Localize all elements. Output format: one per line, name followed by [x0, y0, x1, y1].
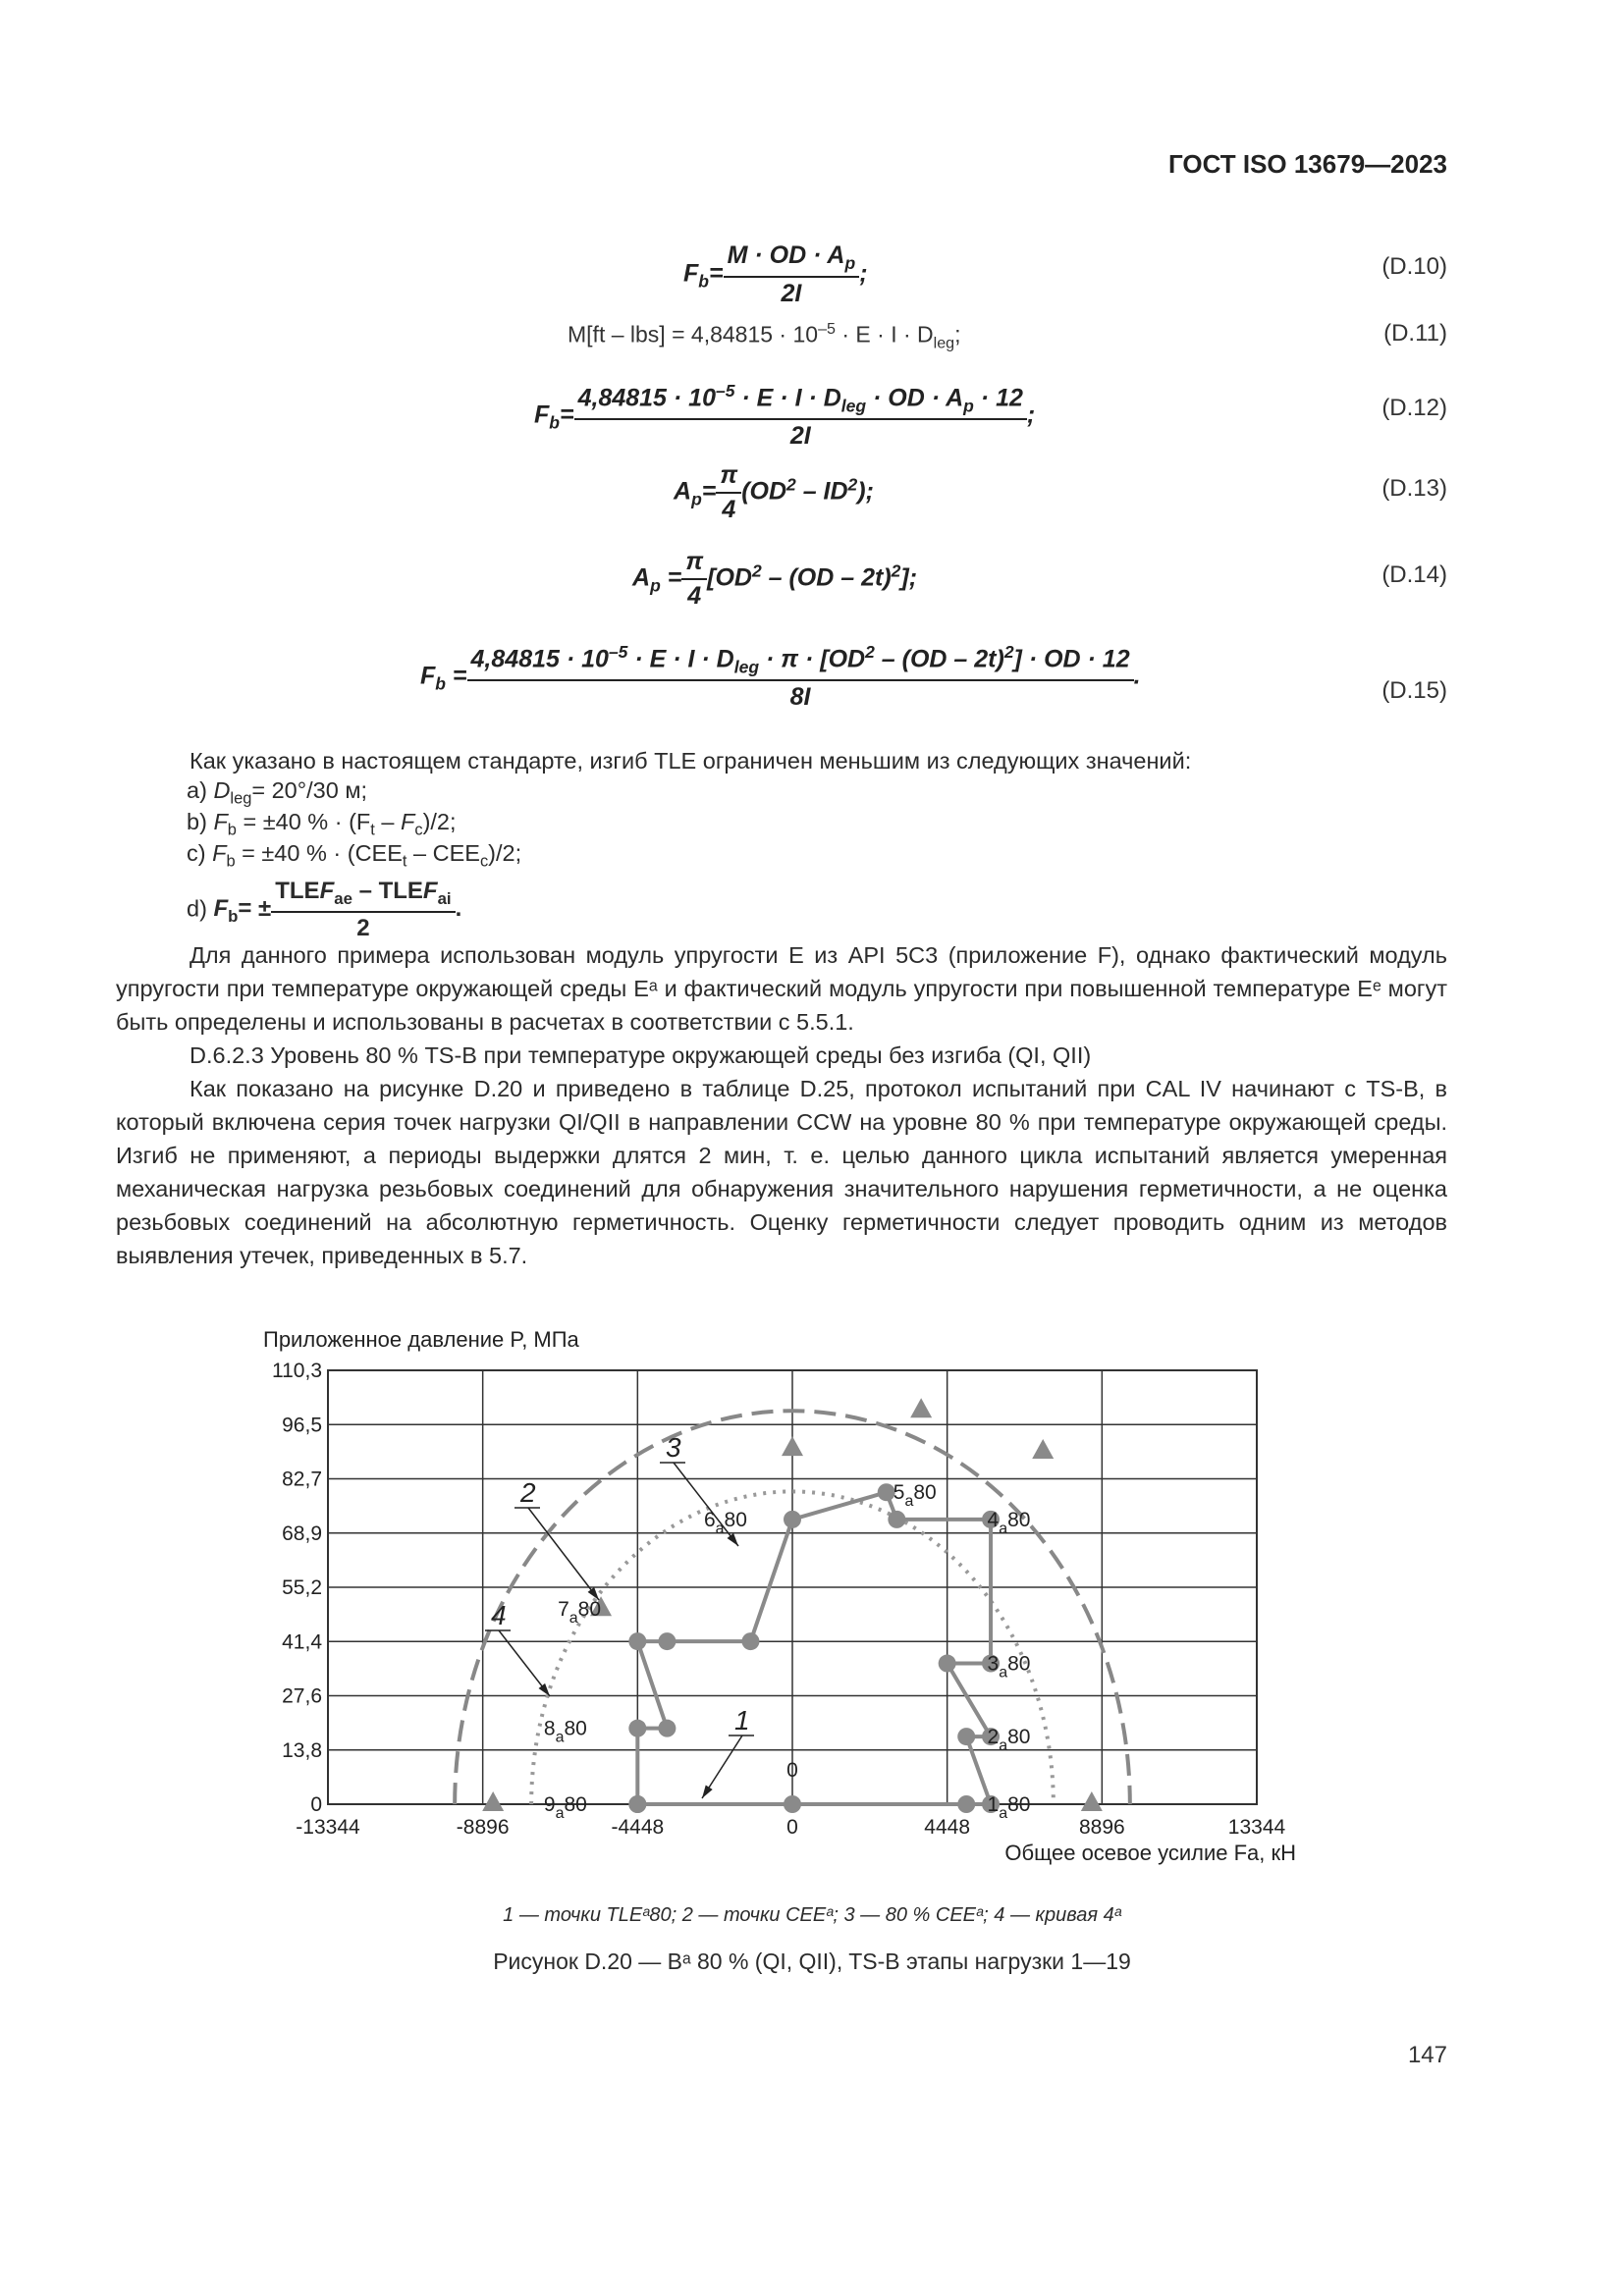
x-tick-label: 13344: [1227, 1816, 1286, 1839]
leader-arrowhead: [539, 1683, 550, 1696]
y-axis-label: Приложенное давление P, МПа: [263, 1327, 579, 1352]
tle-point: [939, 1655, 956, 1673]
equation-number: (D.11): [1383, 320, 1447, 347]
tle-point: [628, 1632, 646, 1650]
document-header: ГОСТ ISO 13679—2023: [1167, 149, 1447, 179]
x-tick-label: 8896: [1078, 1816, 1125, 1839]
list-item-a: a) $D_{leg}= 20^\circ/30$ м;: [187, 777, 368, 808]
y-tick-label: 41,4: [282, 1630, 322, 1654]
leader-arrowhead: [702, 1786, 713, 1798]
cee-point: [1081, 1791, 1103, 1811]
formula-d12: $F_b=$ $\frac{4,84815 \cdot 10^{-5} \cdot E \cdot I \cdot D_{leg} \cdot OD \cdot A_p \cdot 12}{2I}$ ;: [534, 381, 1036, 451]
tle-point: [658, 1720, 676, 1737]
tle-load-path: [637, 1492, 991, 1804]
formula-d10: $F_b=$ $\frac{M \cdot OD \cdot A_p}{2I}$ ;: [683, 241, 868, 307]
equation-number: (D.15): [1381, 677, 1447, 704]
equation-d12: [0, 381, 1624, 451]
load-step-label: $5_a80$: [893, 1481, 937, 1511]
equation-d13: [0, 461, 1624, 523]
load-step-label: $8_a80$: [543, 1717, 587, 1746]
tle-point: [784, 1511, 801, 1528]
equation-d11: [0, 320, 1624, 379]
figure-legend: 1 — точки TLEᵃ80; 2 — точки CEEᵃ; 3 — 80 % CEEᵃ; 4 — кривая 4ᵃ: [503, 1904, 1121, 1926]
tle-point: [888, 1511, 905, 1528]
leader-arrowhead: [728, 1533, 738, 1546]
equation-d10: [0, 241, 1624, 307]
tle-point: [628, 1795, 646, 1813]
tle-point: [784, 1795, 801, 1813]
figure-caption: Рисунок D.20 — Bᵃ 80 % (QI, QII), TS-B этапы нагрузки 1—19: [493, 1949, 1131, 1974]
tle-point: [741, 1632, 759, 1650]
formula-d15: $F_b$ = $4,84815 \cdot 10^{-5} \cdot E \cdot I \cdot D_{leg} \cdot \pi \cdot [OD^2 - (OD - 2t)^2]$ · OD · 12 8I .: [420, 642, 1141, 712]
chart-labels: [272, 1360, 1286, 1839]
equation-number: (D.13): [1381, 475, 1447, 502]
load-step-label: $6_a80$: [703, 1508, 747, 1537]
pressure-axial-load-chart: [0, 1315, 1624, 1865]
y-tick-label: 27,6: [282, 1684, 322, 1708]
cee-point: [782, 1436, 803, 1456]
y-tick-label: 110,3: [272, 1360, 322, 1382]
curve-label: 2: [520, 1477, 536, 1508]
y-tick-label: 68,9: [282, 1522, 322, 1545]
tle-point: [957, 1728, 975, 1745]
cee-point: [910, 1398, 932, 1417]
x-axis-label: Общее осевое усилие Fa, кН: [1004, 1841, 1296, 1865]
y-tick-label: 96,5: [282, 1414, 322, 1437]
load-step-label: $2_a80$: [987, 1726, 1031, 1755]
cee-point: [1032, 1439, 1054, 1459]
page-number: 147: [1407, 2042, 1447, 2068]
modulus-paragraph: Для данного примера использован модуль упругости E из API 5C3 (приложение F), однако фактический модуль упругости при температуре окружающей среды Eᵃ и фактический модуль упругости при повышенной температуре Eᵉ могут быть определены и использованы в расчетах в соответствии с 5.5.1.: [116, 942, 1447, 1035]
chart-grid: [328, 1370, 1257, 1804]
leader-line: [528, 1508, 599, 1600]
x-tick-label: 4448: [924, 1816, 971, 1839]
equation-d14: [0, 548, 1624, 610]
section-heading: D.6.2.3 Уровень 80 % TS-B при температуре окружающей среды без изгиба (QI, QII): [189, 1042, 1092, 1068]
load-step-label: $3_a80$: [987, 1652, 1031, 1682]
x-tick-label: -4448: [611, 1816, 665, 1839]
equation-d15: [0, 642, 1624, 712]
curve-label: 4: [491, 1600, 507, 1630]
load-step-label: $9_a80$: [543, 1793, 587, 1822]
x-tick-label: 0: [786, 1816, 798, 1839]
tle-point: [628, 1720, 646, 1737]
curve-label: 1: [734, 1705, 750, 1735]
load-step-label: $4_a80$: [987, 1508, 1031, 1537]
load-step-label: $7_a80$: [558, 1598, 602, 1628]
equation-number: (D.14): [1381, 561, 1447, 588]
list-item-d: d) $F_b=$ ± $\frac{TLEF_{ae} - TLEF_{ai}}{2}$ .: [187, 878, 462, 941]
equation-number: (D.12): [1381, 395, 1447, 421]
equation-number: (D.10): [1381, 253, 1447, 280]
curve-label: 3: [666, 1432, 681, 1463]
y-tick-label: 0: [310, 1793, 322, 1816]
y-tick-label: 13,8: [282, 1738, 322, 1762]
tle-point: [957, 1795, 975, 1813]
test-paragraph: Как показано на рисунке D.20 и приведено в таблице D.25, протокол испытаний при CAL IV начинают с TS-B, в который включена серия точек нагрузки QI/QII в направлении CCW на уровне 80 % при температуре окружающей среды. Изгиб не применяют, а периоды выдержки длятся 2 мин, т. е. целью данного цикла испытаний является умеренная механическая нагрузка резьбовых соединений для обнаружения значительного нарушения герметичности, а не оценка резьбовых соединений на абсолютную герметичность. Оценку герметичности следует проводить одним из методов выявления утечек, приведенных в 5.7.: [116, 1076, 1447, 1268]
tle-point: [658, 1632, 676, 1650]
x-tick-label: -8896: [456, 1816, 510, 1839]
y-tick-label: 55,2: [282, 1576, 322, 1599]
intro-paragraph: Как указано в настоящем стандарте, изгиб TLE ограничен меньшим из следующих значений:: [189, 748, 1192, 774]
list-item-c: c) $F_b = \pm 40$ % · $(CEE_t - CEE_c)/2$;: [187, 840, 522, 871]
y-tick-label: 82,7: [282, 1468, 322, 1491]
x-tick-label: -13344: [296, 1816, 360, 1839]
formula-d14: $A_p$ = $\frac{\pi}{4}$ $[OD^2 - (OD - 2t)^2]$;: [632, 548, 918, 610]
list-item-b: b) $F_b = \pm 40$ % · $(F_t - F_c)/2$;: [187, 809, 457, 839]
load-step-label: $1_a80$: [987, 1793, 1031, 1822]
zero-label: 0: [786, 1759, 798, 1782]
formula-d11: $M[ft - lbs] = 4,84815 \cdot 10^{-5} \cdot E \cdot I \cdot D_{leg}$;: [568, 320, 961, 352]
cee-point: [482, 1791, 504, 1811]
formula-d13: $A_p=$ $\frac{\pi}{4}$ $(OD^2 - ID^2)$;: [674, 461, 874, 523]
